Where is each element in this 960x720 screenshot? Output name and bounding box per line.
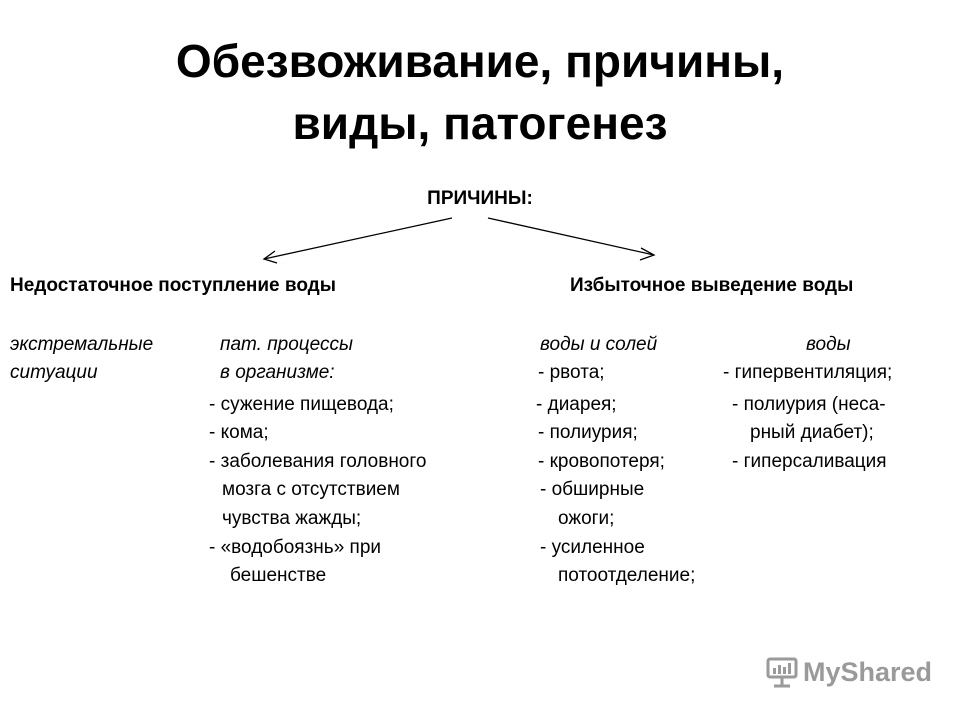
list-item: - заболевания головного	[209, 451, 427, 472]
logo-text: MyShared	[803, 656, 933, 687]
arrow-right	[488, 218, 654, 255]
right-col2-header: воды	[806, 334, 851, 355]
list-item: мозга с отсутствием	[222, 479, 400, 500]
left-col2-header-line-1: пат. процессы	[220, 334, 353, 355]
myshared-logo	[765, 655, 932, 689]
list-item: - кома;	[209, 422, 269, 443]
left-branch-heading: Недостаточное поступление воды	[10, 275, 336, 296]
list-item: - рвота;	[538, 362, 605, 383]
list-item: - обширные	[540, 479, 645, 500]
list-item: потоотделение;	[558, 565, 696, 586]
list-item: - кровопотеря;	[538, 451, 665, 472]
list-item: рный диабет);	[750, 422, 874, 443]
causes-heading: ПРИЧИНЫ:	[427, 188, 533, 209]
arrow-left	[264, 218, 452, 259]
title-line-1: Обезвоживание, причины,	[175, 35, 785, 87]
list-item: - «водобоязнь» при	[209, 537, 382, 558]
presentation-board-icon	[765, 655, 799, 689]
list-item: - гиперсаливация	[732, 451, 887, 472]
left-col2-header-line-2: в организме:	[220, 362, 335, 383]
list-item: чувства жажды;	[222, 508, 362, 529]
list-item: ожоги;	[558, 508, 615, 529]
list-item: бешенстве	[230, 565, 327, 586]
list-item: - полиурия (неса-	[732, 394, 886, 415]
title-line-2: виды, патогенез	[292, 97, 668, 149]
list-item: - полиурия;	[538, 422, 638, 443]
list-item: - усиленное	[540, 537, 645, 558]
left-col1-header-line-1: экстремальные	[10, 334, 154, 355]
list-item: - диарея;	[536, 394, 617, 415]
list-item: - сужение пищевода;	[209, 394, 394, 415]
right-col1-header: воды и солей	[540, 334, 658, 355]
right-branch-heading: Избыточное выведение воды	[570, 275, 854, 296]
left-col1-header-line-2: ситуации	[10, 362, 98, 383]
list-item: - гипервентиляция;	[723, 362, 893, 383]
